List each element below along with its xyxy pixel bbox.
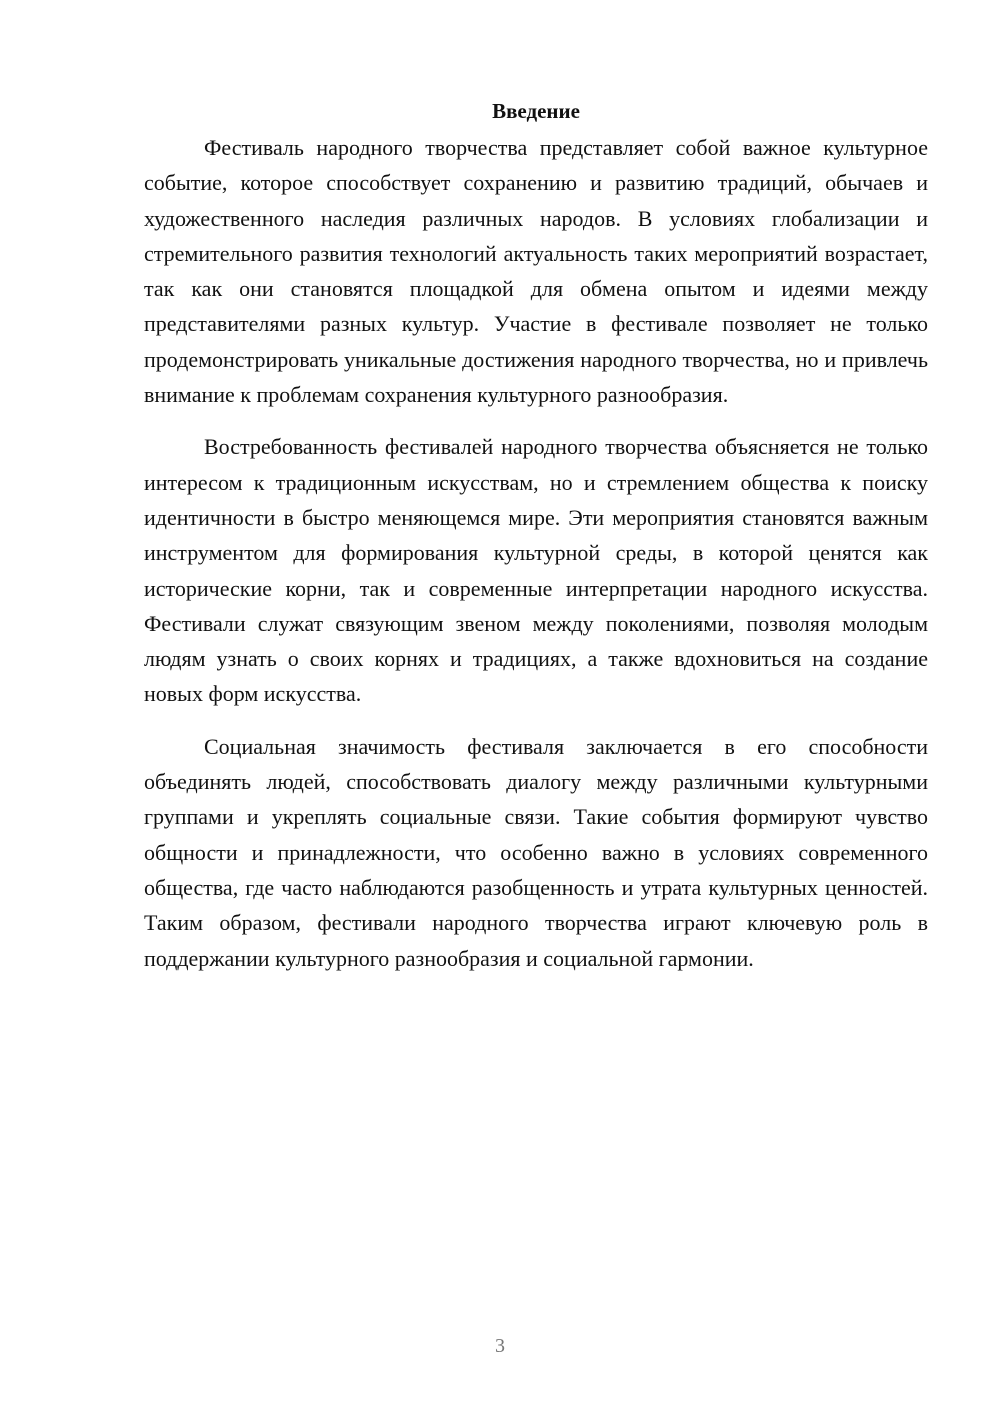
section-title: Введение — [492, 99, 580, 123]
paragraph-2: Востребованность фестивалей народного творчества объясняется не только интересом к традиционным искусствам, но и стремлением общества к поиску идентичности в быстро меняющемся мире. Эти мероприятия становятся важным инструментом для формирования культурной среды, в которой ценятся как исторические корни, так и современные интерпретации народного искусства. Фестивали служат связующим звеном между поколениями, позволяя молодым людям узнать о своих корнях и традициях, а также вдохновиться на создание новых форм искусства. — [144, 434, 928, 707]
paragraph-1: Фестиваль народного творчества представляет собой важное культурное событие, которое способствует сохранению и развитию традиций, обычаев и художественного наследия различных народов. В условиях глобализации и стремительного развития технологий актуальность таких мероприятий возрастает, так как они становятся площадкой для обмена опытом и идеями между представителями разных культур. Участие в фестивале позволяет не только продемонстрировать уникальные достижения народного творчества, но и привлечь внимание к проблемам сохранения культурного разнообразия. — [144, 135, 928, 408]
page-number: 3 — [495, 1335, 505, 1357]
page-content — [144, 96, 928, 993]
paragraph-3: Социальная значимость фестиваля заключается в его способности объединять людей, способствовать диалогу между различными культурными группами и укреплять социальные связи. Такие события формируют чувство общности и принадлежности, что особенно важно в условиях современного общества, где часто наблюдаются разобщенность и утрата культурных ценностей. Таким образом, фестивали народного творчества играют ключевую роль в поддержании культурного разнообразия и социальной гармонии. — [144, 733, 928, 971]
